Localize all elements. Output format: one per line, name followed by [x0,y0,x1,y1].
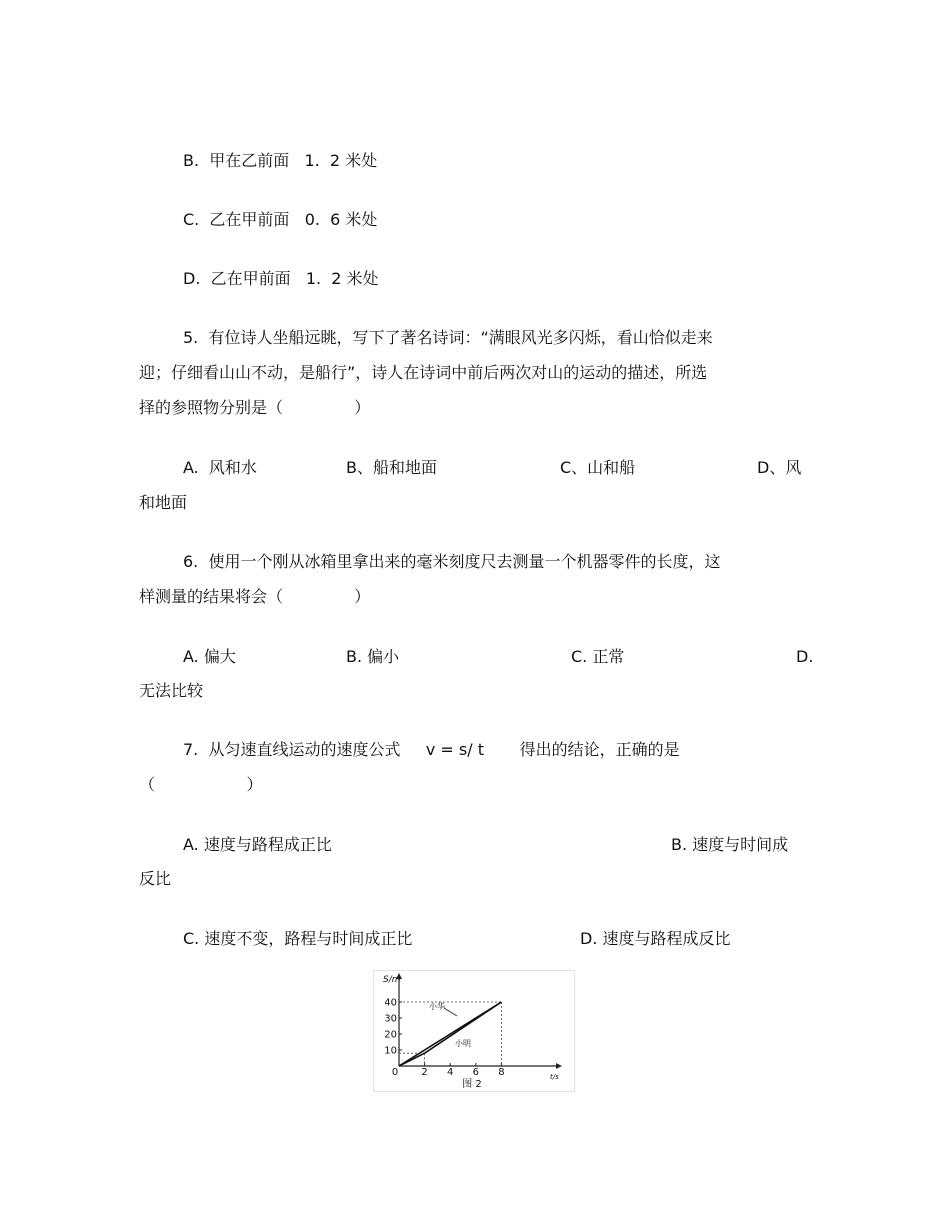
q7-option-c: C. 速度不变，路程与时间成正比 [183,929,413,948]
distance-time-figure [373,970,575,1092]
q4-option-b: B. 甲在乙前面 1. 2 米处 [183,151,378,170]
y-tick-label: 30 [384,1013,397,1025]
q6-option-a: A. 偏大 [183,647,236,666]
origin-label: 0 [391,1067,399,1078]
q5-option-c: C、山和船 [560,458,636,477]
q4-option-d: D. 乙在甲前面 1. 2 米处 [183,269,379,288]
series-label-xiaohua: 小华 [429,1002,445,1011]
q7-stem-line-2: （ ） [139,775,263,794]
series-label-xiaohua-leader [444,1008,457,1016]
q6-option-d: D. [796,647,814,666]
q5-stem-line-2: 迎；仔细看山山不动，是船行”，诗人在诗词中前后两次对山的运动的描述，所选 [139,363,708,382]
q5-option-d: D、风 [757,458,802,477]
x-axis-label: t/s [550,1073,559,1081]
q5-stem-line-1: 5. 有位诗人坐船远眺，写下了著名诗词：“满眼风光多闪烁，看山恰似走来 [183,328,713,347]
q6-stem-line-2: 样测量的结果将会（ ） [139,587,371,606]
x-tick-label: 8 [498,1067,505,1078]
q6-stem-line-1: 6. 使用一个刚从冰箱里拿出来的毫米刻度尺去测量一个机器零件的长度，这 [183,552,721,571]
q5-option-a: A. 风和水 [183,458,257,477]
q7-option-b: B. 速度与时间成 [671,835,789,854]
q5-stem-line-3: 择的参照物分别是（ ） [139,398,371,417]
q5-option-b: B、船和地面 [346,458,437,477]
y-tick-label: 10 [384,1045,397,1057]
x-axis-arrow [556,1063,562,1069]
x-tick-label: 4 [447,1067,454,1078]
q6-option-b: B. 偏小 [346,647,400,666]
x-tick-label: 2 [421,1067,428,1078]
q7-option-a: A. 速度与路程成正比 [183,835,332,854]
q5-option-d-continued: 和地面 [139,493,188,512]
q7-option-d: D. 速度与路程成反比 [580,929,731,948]
figure-caption: 图 2 [462,1079,482,1090]
q6-option-c: C. 正常 [571,647,625,666]
y-tick-label: 20 [384,1029,397,1041]
series-label-xiaoming: 小明 [455,1039,471,1048]
q4-option-c: C. 乙在甲前面 0. 6 米处 [183,210,378,229]
y-tick-label: 40 [384,997,397,1009]
q7-option-b-continued: 反比 [139,869,172,888]
y-axis-label: S/m [383,975,401,985]
q7-stem-line-1: 7. 从匀速直线运动的速度公式 v = s/ t 得出的结论，正确的是 [183,740,680,759]
x-tick-label: 6 [472,1067,479,1078]
q6-option-d-continued: 无法比较 [139,681,204,700]
